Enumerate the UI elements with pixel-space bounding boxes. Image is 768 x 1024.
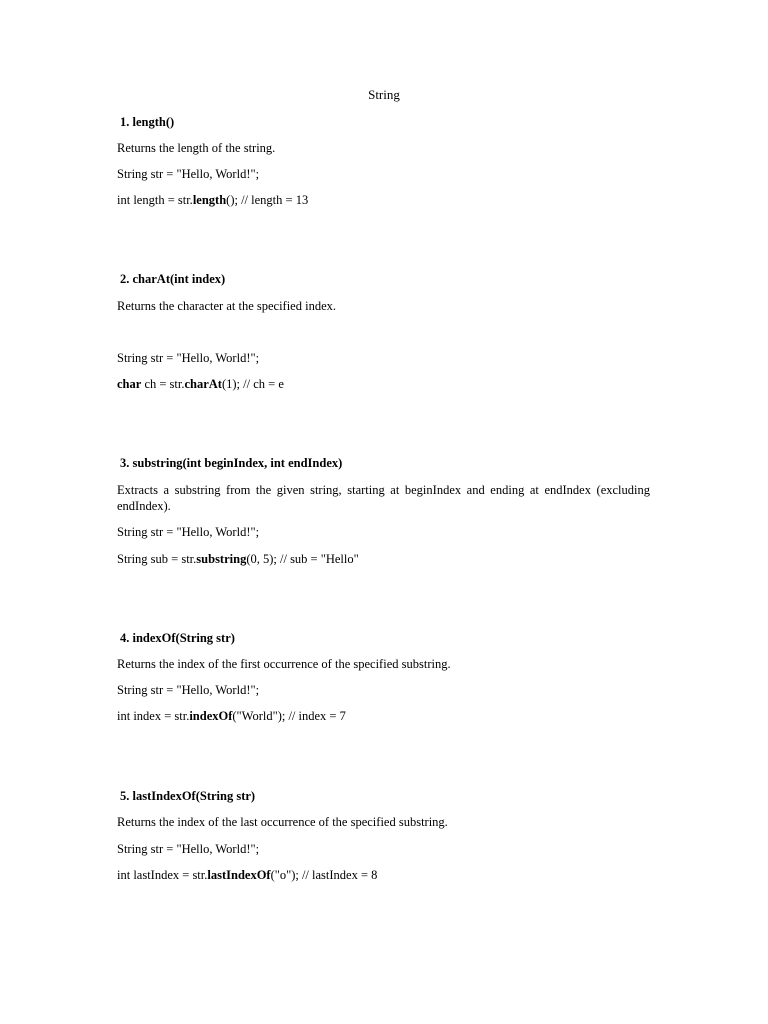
code-line-example (117, 551, 359, 567)
section-heading-substring: 3. substring(int beginIndex, int endIndex) (120, 456, 343, 470)
section-description-substring: Extracts a substring from the given string, starting at beginIndex and ending at endIndex (excluding endIndex). (117, 483, 650, 513)
code-line-example (117, 708, 346, 724)
section-heading-lastindexof: 5. lastIndexOf(String str) (120, 789, 256, 803)
code-text: int index = str. (117, 709, 190, 723)
code-line-declaration: String str = "Hello, World!"; (117, 167, 260, 181)
section-description-length: Returns the length of the string. (117, 141, 276, 155)
method-name: lastIndexOf (207, 868, 271, 882)
section-heading-length: 1. length() (120, 115, 175, 129)
code-line-example (117, 376, 284, 392)
code-text: (); // length = 13 (226, 193, 309, 207)
method-name: charAt (184, 377, 222, 391)
section-heading-charat: 2. charAt(int index) (120, 272, 226, 286)
code-line-declaration: String str = "Hello, World!"; (117, 525, 260, 539)
code-line-declaration: String str = "Hello, World!"; (117, 683, 260, 697)
code-text: int lastIndex = str. (117, 868, 208, 882)
method-name: indexOf (189, 709, 233, 723)
code-text: (0, 5); // sub = "Hello" (246, 552, 359, 566)
code-text: ch = str. (141, 377, 185, 391)
method-name: substring (196, 552, 247, 566)
code-text: String sub = str. (117, 552, 197, 566)
code-text: ("World"); // index = 7 (232, 709, 346, 723)
code-line-declaration: String str = "Hello, World!"; (117, 351, 260, 365)
code-line-example (117, 867, 377, 883)
code-text: ("o"); // lastIndex = 8 (270, 868, 378, 882)
code-text: (1); // ch = e (221, 377, 284, 391)
method-name: length (192, 193, 227, 207)
keyword: char (117, 377, 142, 391)
code-text: int length = str. (117, 193, 193, 207)
code-line-example (117, 192, 308, 208)
section-description-indexof: Returns the index of the first occurrence of the specified substring. (117, 657, 451, 671)
code-line-declaration: String str = "Hello, World!"; (117, 842, 260, 856)
document-title: String (368, 87, 400, 102)
section-description-charat: Returns the character at the specified index. (117, 299, 337, 313)
section-description-lastindexof: Returns the index of the last occurrence of the specified substring. (117, 815, 448, 829)
section-heading-indexof: 4. indexOf(String str) (120, 631, 235, 645)
